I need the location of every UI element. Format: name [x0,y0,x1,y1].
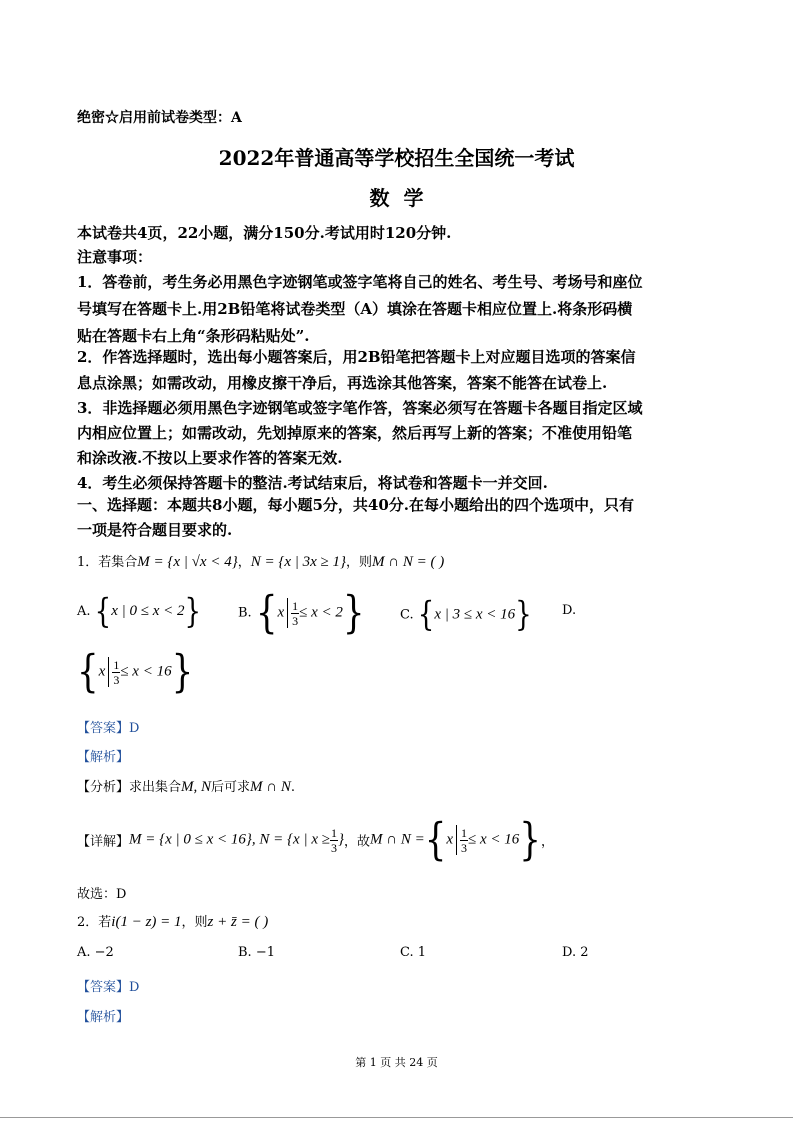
q1-opt-b-label: B. [238,605,252,621]
q2-answer: 【答案】D [77,980,140,995]
q1-detail-frac-den: 3 [461,840,468,855]
notice-2b: 息点涂黑；如需改动，用橡皮擦干净后，再选涂其他答案，答案不能答在试卷上. [77,374,608,392]
q1-fenxi-expr: M ∩ N [250,779,291,795]
q1-stem-suffix: ，则 [346,555,373,570]
q1-stem [77,551,444,571]
notice-3c: 和涂改液.不按以上要求作答的答案无效. [77,449,343,467]
q1-opt-c-label: C. [400,607,414,623]
q1-option-b: B. {x $\frac{1}{3}\le x < 2$} [238,587,365,639]
q1-option-c: C. {x | 3 ≤ x < 16} [400,595,532,635]
q1-opt-a-label: A. [77,604,91,619]
q1-sep: ， [237,555,251,570]
q1-opt-b-den: 3 [292,613,299,628]
q1-stem-prefix: 1．若集合 [77,555,138,570]
q1-opt-d-num: 1 [113,657,120,672]
q1-opt-c-content: x | 3 ≤ x < 16 [434,606,516,623]
q1-detail-den: 3 [330,840,337,855]
q1-set-m: M = {x | √x < 4} [137,554,238,570]
subject-title: 数 学 [369,186,424,210]
q2-stem [77,911,268,931]
q1-opt-d-den: 3 [113,672,120,687]
exam-title: 2022年普通高等学校招生全国统一考试 [218,146,575,170]
q1-opt-b-x: x [277,604,285,621]
q2-analysis: 【解析】 [77,1010,130,1025]
q1-detail: 【详解】M = {x | 0 ≤ x < 16}, N = {x | x ≥ $\frac{1}{3}$}，故M ∩ N ={x $\frac{1}{3}\le x < 16$}， [77,814,554,866]
q1-opt-d-x: x [98,663,106,680]
q1-analysis: 【解析】 [77,750,130,765]
q2-option-b: B. −1 [238,945,275,960]
q1-detail-x: x [446,831,454,848]
q1-detail-end: ， [540,834,554,850]
q1-fenxi [77,776,295,796]
notice-3a: 3．非选择题必须用黑色字迹钢笔或签字笔作答，答案必须写在答题卡各题目指定区域 [77,399,643,417]
notice-3b: 内相应位置上；如需改动，先划掉原来的答案，然后再写上新的答案；不准使用铅笔 [77,424,633,442]
q1-detail-m: M = {x | 0 ≤ x < 16}, N = {x | x ≥ [129,831,330,848]
q1-option-a: A. {x | 0 ≤ x < 2} [77,592,202,631]
intro-line: 本试卷共4页，22小题，满分150分.考试用时120分钟. [77,224,452,242]
notice-1c: 贴在答题卡右上角“条形码粘贴处”. [77,327,310,345]
q2-option-a: A. −2 [77,945,114,960]
q1-detail-close: } [337,831,344,848]
q1-answer: 【答案】D [77,721,140,736]
notice-2a: 2．作答选择题时，选出每小题答案后，用2B铅笔把答题卡上对应题目选项的答案信 [77,348,636,366]
q2-ask: z + z̄ = ( ) [207,914,269,930]
notice-heading: 注意事项： [77,248,153,266]
q1-detail-frac-num: 1 [461,825,468,840]
q1-detail-prefix: 【详解】 [77,834,130,850]
q1-set-n: N = {x | 3x ≥ 1} [250,554,347,570]
q2-option-d: D. 2 [562,945,589,960]
q1-opt-d-rest: ≤ x < 16 [120,663,172,680]
notice-1b: 号填写在答题卡上.用2B铅笔将试卷类型（A）填涂在答题卡相应位置上.将条形码横 [77,300,633,318]
page-footer: 第 1 页 共 24 页 [355,1056,438,1069]
notice-1a: 1．答卷前，考生务必用黑色字迹钢笔或签字笔将自己的姓名、考生号、考场号和座位 [77,273,643,291]
q1-choose: 故选：D [77,887,127,902]
q2-eq: i(1 − z) = 1 [111,914,182,930]
q1-fenxi-sets: M, N [181,779,212,795]
q2-stem-mid: ，则 [181,915,208,930]
q1-fenxi-prefix: 【分析】求出集合 [77,780,182,795]
q1-ask: M ∩ N = ( ) [372,554,445,570]
notice-4: 4．考生必须保持答题卡的整洁.考试结束后，将试卷和答题卡一并交回. [77,474,548,492]
q1-detail-mid: ，故 [343,834,370,850]
q2-option-c: C. 1 [400,945,427,960]
footer-rule [0,1117,793,1118]
q2-stem-prefix: 2．若 [77,915,112,930]
secret-label: 绝密☆启用前试卷类型：A [77,110,242,126]
section-1a: 一、选择题：本题共8小题，每小题5分，共40分.在每小题给出的四个选项中，只有 [77,496,634,514]
q1-option-d: {x $\frac{1}{3}\le x < 16$} [77,646,194,698]
q1-detail-mn: M ∩ N = [370,831,425,848]
q1-detail-num: 1 [330,825,337,840]
q1-detail-rest: ≤ x < 16 [468,831,520,848]
q1-fenxi-end: . [290,780,296,795]
q1-opt-a-content: x | 0 ≤ x < 2 [111,603,185,619]
q1-opt-b-num: 1 [292,598,299,613]
q1-opt-b-rest: ≤ x < 2 [299,604,343,621]
q1-opt-d-label: D. [562,603,577,618]
q1-fenxi-mid: 后可求 [211,780,251,795]
section-1b: 一项是符合题目要求的. [77,521,233,539]
